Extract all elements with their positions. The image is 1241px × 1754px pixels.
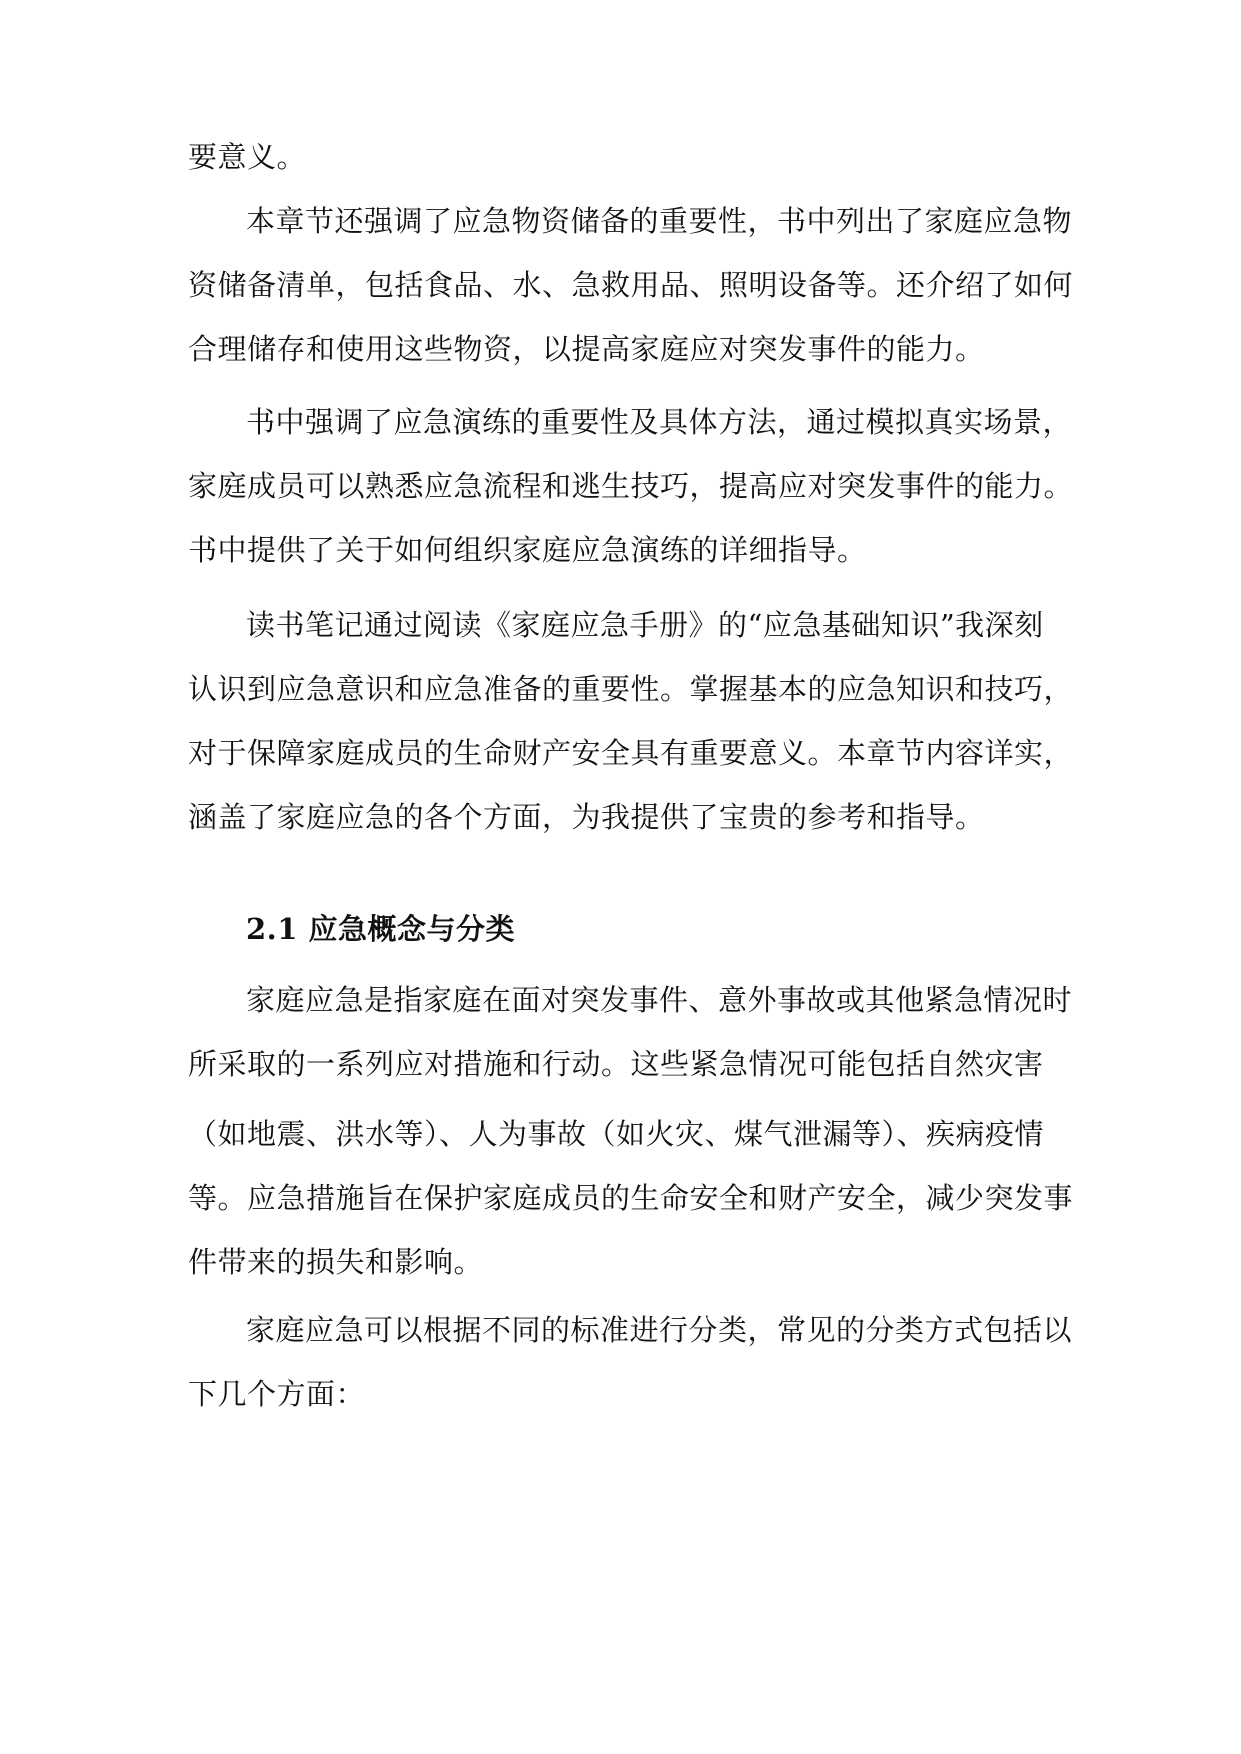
paragraph-line: 下几个方面： bbox=[188, 1377, 366, 1411]
paragraph-line: 涵盖了家庭应急的各个方面，为我提供了宝贵的参考和指导。 bbox=[188, 800, 985, 834]
paragraph-line: 所采取的一系列应对措施和行动。这些紧急情况可能包括自然灾害 bbox=[188, 1047, 1044, 1081]
paragraph-line: 本章节还强调了应急物资储备的重要性，书中列出了家庭应急物 bbox=[246, 204, 1073, 238]
paragraph-line: 合理储存和使用这些物资，以提高家庭应对突发事件的能力。 bbox=[188, 332, 985, 366]
paragraph-line: 书中强调了应急演练的重要性及具体方法，通过模拟真实场景， bbox=[246, 405, 1073, 439]
paragraph-line: 家庭成员可以熟悉应急流程和逃生技巧，提高应对突发事件的能力。 bbox=[188, 469, 1074, 503]
paragraph-line: 等。应急措施旨在保护家庭成员的生命安全和财产安全，减少突发事 bbox=[188, 1181, 1074, 1215]
paragraph-line: 对于保障家庭成员的生命财产安全具有重要意义。本章节内容详实， bbox=[188, 736, 1074, 770]
paragraph-line: 资储备清单，包括食品、水、急救用品、照明设备等。还介绍了如何 bbox=[188, 268, 1074, 302]
paragraph-line: 要意义。 bbox=[188, 140, 307, 174]
paragraph-line: （如地震、洪水等）、人为事故（如火灾、煤气泄漏等）、疾病疫情 bbox=[188, 1117, 1045, 1151]
section-heading: 2.1 应急概念与分类 bbox=[246, 912, 516, 946]
paragraph-line: 读书笔记通过阅读《家庭应急手册》的“应急基础知识”我深刻 bbox=[246, 608, 1044, 642]
paragraph-line: 家庭应急可以根据不同的标准进行分类，常见的分类方式包括以 bbox=[246, 1313, 1073, 1347]
paragraph-line: 件带来的损失和影响。 bbox=[188, 1245, 484, 1279]
paragraph-line: 书中提供了关于如何组织家庭应急演练的详细指导。 bbox=[188, 533, 867, 567]
paragraph-line: 家庭应急是指家庭在面对突发事件、意外事故或其他紧急情况时 bbox=[246, 983, 1073, 1017]
paragraph-line: 认识到应急意识和应急准备的重要性。掌握基本的应急知识和技巧， bbox=[188, 672, 1074, 706]
